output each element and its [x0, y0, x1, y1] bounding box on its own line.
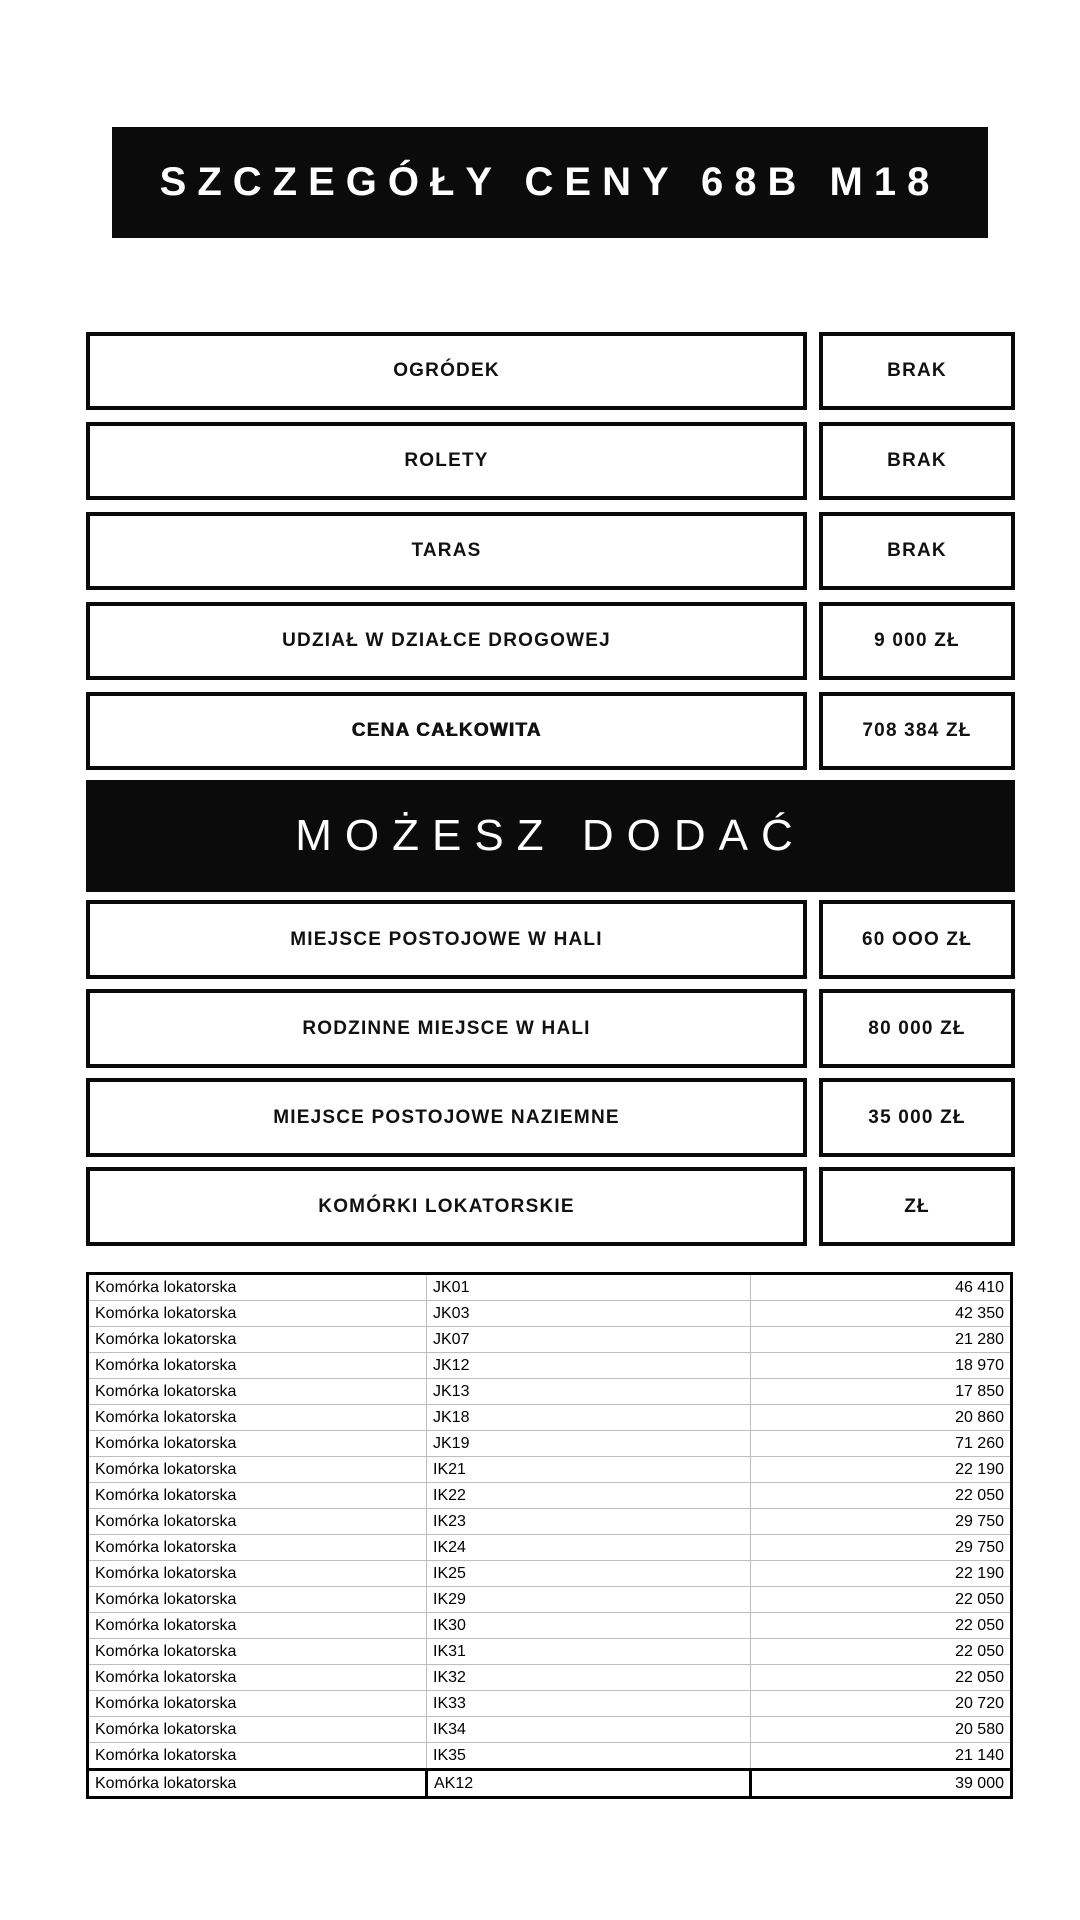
price-value: 80 000 ZŁ	[819, 989, 1015, 1068]
page-title-banner	[112, 127, 988, 238]
unit-price-cell: 39 000	[751, 1770, 1012, 1798]
table-row	[88, 1301, 1012, 1327]
price-value: BRAK	[819, 332, 1015, 410]
price-value: BRAK	[819, 422, 1015, 500]
table-row	[88, 1743, 1012, 1770]
unit-code-cell: JK19	[427, 1431, 751, 1457]
table-row	[88, 1587, 1012, 1613]
price-label: UDZIAŁ W DZIAŁCE DROGOWEJ	[86, 602, 807, 680]
table-row	[88, 1561, 1012, 1587]
unit-code-cell: IK29	[427, 1587, 751, 1613]
unit-price-cell: 22 050	[751, 1613, 1012, 1639]
price-label: TARAS	[86, 512, 807, 590]
unit-code-cell: IK34	[427, 1717, 751, 1743]
table-row	[88, 1379, 1012, 1405]
table-row	[88, 1535, 1012, 1561]
addon-row-miejsce-postojowe-w-hali	[86, 900, 1015, 979]
price-label: MIEJSCE POSTOJOWE NAZIEMNE	[86, 1078, 807, 1157]
unit-type-cell: Komórka lokatorska	[88, 1691, 427, 1717]
table-row	[88, 1405, 1012, 1431]
unit-type-cell: Komórka lokatorska	[88, 1327, 427, 1353]
unit-type-cell: Komórka lokatorska	[88, 1561, 427, 1587]
unit-code-cell: IK22	[427, 1483, 751, 1509]
price-value: ZŁ	[819, 1167, 1015, 1246]
table-row	[88, 1613, 1012, 1639]
unit-price-cell: 29 750	[751, 1535, 1012, 1561]
unit-type-cell: Komórka lokatorska	[88, 1770, 427, 1798]
unit-price-cell: 71 260	[751, 1431, 1012, 1457]
unit-type-cell: Komórka lokatorska	[88, 1379, 427, 1405]
unit-code-cell: IK30	[427, 1613, 751, 1639]
unit-price-cell: 22 050	[751, 1665, 1012, 1691]
price-label: ROLETY	[86, 422, 807, 500]
unit-code-cell: JK07	[427, 1327, 751, 1353]
table-row	[88, 1639, 1012, 1665]
price-row-ogrodek	[86, 332, 1015, 410]
table-row	[88, 1457, 1012, 1483]
price-row-cena-calkowita	[86, 692, 1015, 770]
unit-code-cell: IK23	[427, 1509, 751, 1535]
table-row	[88, 1353, 1012, 1379]
unit-type-cell: Komórka lokatorska	[88, 1483, 427, 1509]
unit-type-cell: Komórka lokatorska	[88, 1587, 427, 1613]
unit-code-cell: JK18	[427, 1405, 751, 1431]
unit-price-cell: 21 140	[751, 1743, 1012, 1770]
price-label: MIEJSCE POSTOJOWE W HALI	[86, 900, 807, 979]
price-value: 35 000 ZŁ	[819, 1078, 1015, 1157]
price-row-taras	[86, 512, 1015, 590]
unit-code-cell: IK32	[427, 1665, 751, 1691]
unit-price-cell: 42 350	[751, 1301, 1012, 1327]
price-summary-section	[86, 332, 1015, 782]
table-row	[88, 1691, 1012, 1717]
price-row-rolety	[86, 422, 1015, 500]
unit-type-cell: Komórka lokatorska	[88, 1743, 427, 1770]
unit-type-cell: Komórka lokatorska	[88, 1639, 427, 1665]
unit-code-cell: IK35	[427, 1743, 751, 1770]
unit-price-cell: 17 850	[751, 1379, 1012, 1405]
table-row	[88, 1509, 1012, 1535]
table-row	[88, 1770, 1012, 1798]
addons-banner-title: MOŻESZ DODAĆ	[295, 811, 806, 860]
table-row	[88, 1483, 1012, 1509]
unit-price-cell: 22 050	[751, 1639, 1012, 1665]
addon-row-miejsce-postojowe-naziemne	[86, 1078, 1015, 1157]
price-label: CENA CAŁKOWITA	[86, 692, 807, 770]
unit-price-cell: 20 860	[751, 1405, 1012, 1431]
price-label: OGRÓDEK	[86, 332, 807, 410]
price-value: 9 000 ZŁ	[819, 602, 1015, 680]
unit-code-cell: JK01	[427, 1274, 751, 1301]
unit-price-cell: 21 280	[751, 1327, 1012, 1353]
unit-type-cell: Komórka lokatorska	[88, 1353, 427, 1379]
addons-price-section	[86, 900, 1015, 1256]
unit-type-cell: Komórka lokatorska	[88, 1431, 427, 1457]
unit-type-cell: Komórka lokatorska	[88, 1405, 427, 1431]
price-value: 708 384 ZŁ	[819, 692, 1015, 770]
unit-price-cell: 22 050	[751, 1587, 1012, 1613]
price-label: KOMÓRKI LOKATORSKIE	[86, 1167, 807, 1246]
unit-code-cell: JK03	[427, 1301, 751, 1327]
unit-price-cell: 20 720	[751, 1691, 1012, 1717]
unit-price-cell: 29 750	[751, 1509, 1012, 1535]
unit-price-cell: 20 580	[751, 1717, 1012, 1743]
unit-type-cell: Komórka lokatorska	[88, 1535, 427, 1561]
price-value: 60 OOO ZŁ	[819, 900, 1015, 979]
unit-code-cell: IK25	[427, 1561, 751, 1587]
table-row	[88, 1327, 1012, 1353]
unit-type-cell: Komórka lokatorska	[88, 1457, 427, 1483]
unit-type-cell: Komórka lokatorska	[88, 1274, 427, 1301]
unit-type-cell: Komórka lokatorska	[88, 1301, 427, 1327]
unit-price-cell: 18 970	[751, 1353, 1012, 1379]
unit-price-cell: 22 190	[751, 1457, 1012, 1483]
addons-section-banner	[86, 780, 1015, 892]
unit-code-cell: IK33	[427, 1691, 751, 1717]
unit-type-cell: Komórka lokatorska	[88, 1665, 427, 1691]
unit-code-cell: IK21	[427, 1457, 751, 1483]
unit-code-cell: AK12	[427, 1770, 751, 1798]
unit-price-cell: 46 410	[751, 1274, 1012, 1301]
unit-type-cell: Komórka lokatorska	[88, 1613, 427, 1639]
price-label: RODZINNE MIEJSCE W HALI	[86, 989, 807, 1068]
unit-code-cell: IK31	[427, 1639, 751, 1665]
unit-code-cell: JK12	[427, 1353, 751, 1379]
storage-units-table	[86, 1272, 1013, 1799]
unit-type-cell: Komórka lokatorska	[88, 1509, 427, 1535]
table-row	[88, 1717, 1012, 1743]
addon-row-komorki-lokatorskie	[86, 1167, 1015, 1246]
table-row	[88, 1431, 1012, 1457]
addon-row-rodzinne-miejsce-w-hali	[86, 989, 1015, 1068]
unit-code-cell: JK13	[427, 1379, 751, 1405]
unit-code-cell: IK24	[427, 1535, 751, 1561]
page-title: SZCZEGÓŁY CENY 68B M18	[159, 160, 941, 204]
unit-type-cell: Komórka lokatorska	[88, 1717, 427, 1743]
table-row	[88, 1665, 1012, 1691]
table-row	[88, 1274, 1012, 1301]
price-value: BRAK	[819, 512, 1015, 590]
unit-price-cell: 22 190	[751, 1561, 1012, 1587]
price-row-udzial-w-dzialce	[86, 602, 1015, 680]
unit-price-cell: 22 050	[751, 1483, 1012, 1509]
